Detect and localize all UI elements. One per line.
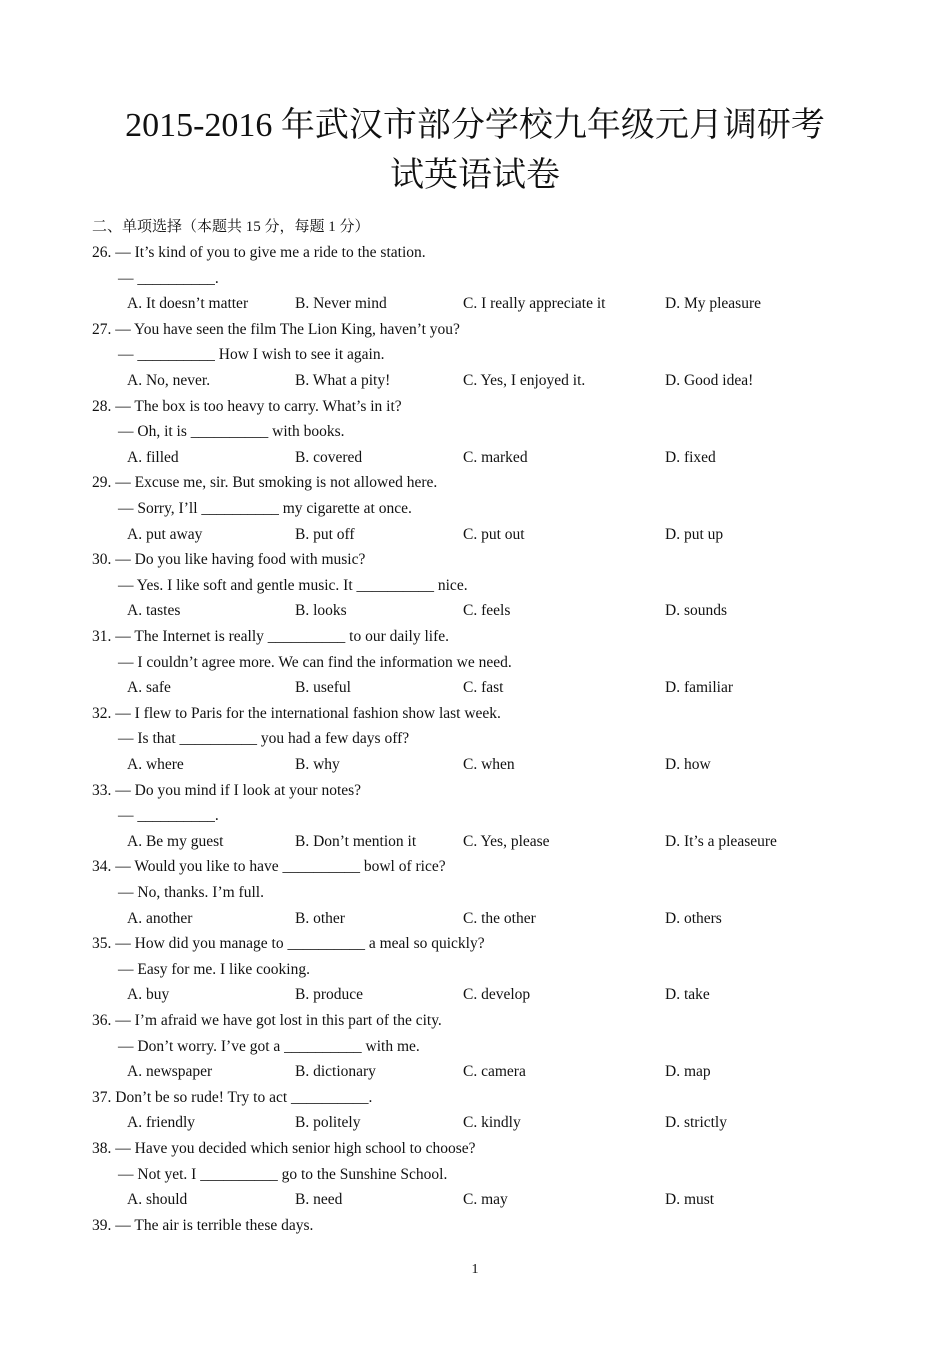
answer-option-d: D. take [665,986,710,1004]
section-heading: 二、单项选择（本题共 15 分，每题 1 分） [92,219,370,235]
question-stem: 30. — Do you like having food with music? [92,551,366,569]
answer-options [92,370,912,396]
answer-option-d: D. Good idea! [665,371,754,389]
question-stem: 27. — You have seen the film The Lion King, haven’t you? [92,320,460,338]
answer-option-d: D. fixed [665,448,716,466]
question-item [92,242,912,319]
question-stem: 29. — Excuse me, sir. But smoking is not allowed here. [92,474,438,492]
answer-option-d: D. My pleasure [665,295,761,313]
question-response: — __________ How I wish to see it again. [118,346,385,364]
answer-options [92,677,912,703]
answer-option-b: B. What a pity! [295,371,391,389]
question-item [92,1215,912,1241]
answer-option-c: C. develop [463,986,531,1004]
answer-option-a: A. put away [127,525,203,543]
answer-options [92,1061,912,1087]
answer-option-c: C. kindly [463,1114,521,1132]
answer-option-b: B. produce [295,986,364,1004]
answer-option-b: B. put off [295,525,355,543]
answer-option-d: D. map [665,1063,711,1081]
answer-option-b: B. Never mind [295,295,387,313]
answer-option-b: B. dictionary [295,1063,376,1081]
question-stem: 26. — It’s kind of you to give me a ride to the station. [92,244,426,261]
answer-option-d: D. familiar [665,679,734,697]
question-item [92,780,912,857]
answer-option-d: D. It’s a pleaseure [665,832,777,850]
question-item [92,703,912,780]
question-item [92,933,912,1010]
answer-option-a: A. No, never. [127,371,211,389]
answer-option-c: C. Yes, please [463,832,550,850]
question-item [92,549,912,626]
document-title-line-1: 2015-2016 年武汉市部分学校九年级元月调研考 [125,107,825,144]
answer-option-a: A. filled [127,448,179,466]
answer-options [92,754,912,780]
question-item [92,1010,912,1087]
answer-option-c: C. the other [463,909,536,927]
question-response: — No, thanks. I’m full. [118,883,264,901]
question-stem: 32. — I flew to Paris for the international fashion show last week. [92,704,501,722]
question-stem: 35. — How did you manage to __________ a meal so quickly? [92,935,485,953]
question-response: — Oh, it is __________ with books. [118,423,345,441]
question-response: — __________. [118,807,219,825]
question-item [92,472,912,549]
answer-options [92,1189,912,1215]
answer-option-a: A. where [127,755,184,773]
question-response: — Sorry, I’ll __________ my cigarette at once. [118,499,412,517]
question-response: — __________. [118,269,219,287]
question-item [92,319,912,396]
answer-option-a: A. safe [127,679,171,697]
question-stem: 38. — Have you decided which senior high school to choose? [92,1140,476,1157]
answer-option-b: B. need [295,1191,343,1209]
answer-option-b: B. Don’t mention it [295,832,417,850]
question-stem: 39. — The air is terrible these days. [92,1216,314,1234]
answer-option-c: C. I really appreciate it [463,295,606,313]
answer-option-d: D. put up [665,525,724,543]
question-stem: 33. — Do you mind if I look at your notes? [92,781,362,799]
answer-option-b: B. covered [295,448,363,466]
answer-option-d: D. how [665,755,711,773]
answer-option-c: C. put out [463,525,525,543]
answer-option-d: D. must [665,1191,715,1209]
answer-option-d: D. sounds [665,602,728,620]
answer-options [92,447,912,473]
answer-option-a: A. newspaper [127,1063,213,1081]
answer-option-a: A. buy [127,986,170,1004]
answer-option-d: D. others [665,909,722,927]
answer-option-c: C. Yes, I enjoyed it. [463,371,586,389]
answer-option-a: A. It doesn’t matter [127,295,249,313]
question-item [92,1138,912,1215]
answer-options [92,524,912,550]
answer-option-c: C. may [463,1191,508,1209]
question-stem: 37. Don’t be so rude! Try to act __________. [92,1088,373,1106]
answer-option-a: A. friendly [127,1114,196,1132]
question-item [92,396,912,473]
question-item [92,856,912,933]
answer-option-a: A. another [127,909,193,927]
answer-options [92,600,912,626]
answer-option-c: C. feels [463,602,511,620]
document-title-line-2: 试英语试卷 [390,157,560,194]
page-number: 1 [471,1262,479,1277]
answer-options [92,908,912,934]
question-item [92,626,912,703]
question-response: — Easy for me. I like cooking. [118,960,310,978]
answer-option-a: A. should [127,1191,188,1209]
answer-option-c: C. camera [463,1063,526,1081]
question-response: — Not yet. I __________ go to the Sunshine School. [118,1165,448,1183]
answer-option-c: C. fast [463,679,504,697]
answer-options [92,831,912,857]
answer-options [92,984,912,1010]
answer-option-a: A. Be my guest [127,832,224,850]
question-response: — Is that __________ you had a few days off? [118,730,410,748]
question-stem: 36. — I’m afraid we have got lost in this part of the city. [92,1012,442,1029]
answer-option-b: B. other [295,909,345,927]
question-response: — I couldn’t agree more. We can find the information we need. [118,653,512,671]
answer-options [92,1112,912,1138]
question-stem: 31. — The Internet is really __________ to our daily life. [92,628,449,645]
question-stem: 34. — Would you like to have __________ bowl of rice? [92,858,446,876]
answer-option-b: B. looks [295,602,347,620]
answer-option-c: C. when [463,755,515,773]
question-item [92,1087,912,1138]
answer-option-c: C. marked [463,448,528,466]
answer-option-a: A. tastes [127,602,181,620]
question-response: — Don’t worry. I’ve got a __________ with me. [118,1037,420,1055]
answer-option-b: B. useful [295,679,351,697]
answer-option-b: B. why [295,755,340,773]
question-stem: 28. — The box is too heavy to carry. What’s in it? [92,397,402,415]
question-response: — Yes. I like soft and gentle music. It __________ nice. [118,576,468,594]
answer-option-b: B. politely [295,1114,361,1132]
answer-options [92,293,912,319]
answer-option-d: D. strictly [665,1114,727,1132]
